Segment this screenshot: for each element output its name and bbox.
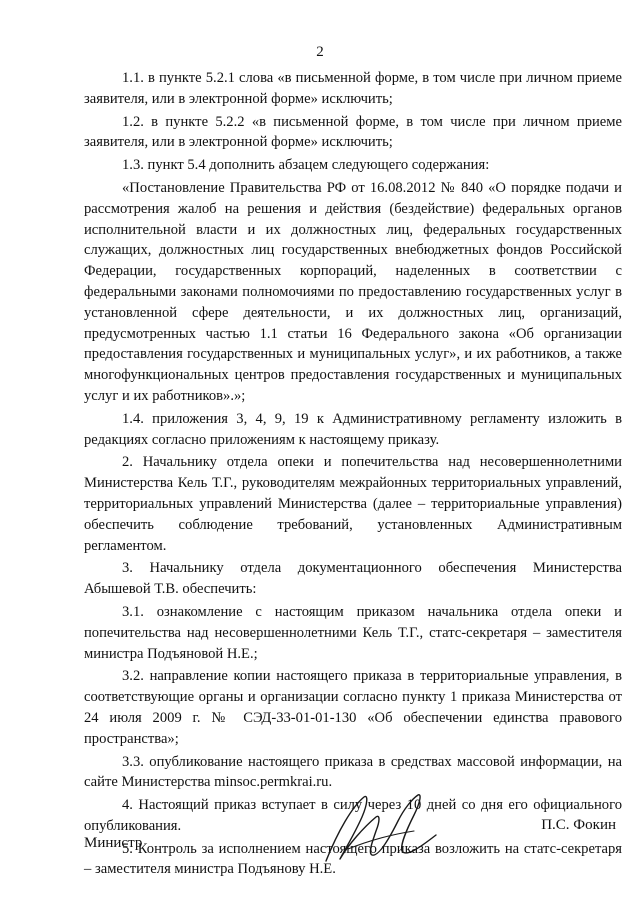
paragraph-4: 4. Настоящий приказ вступает в силу через 10 дней со дня его официального опубликования. (84, 797, 622, 834)
paragraph-1-3: 1.3. пункт 5.4 дополнить абзацем следующего содержания: (122, 157, 490, 174)
document-body (84, 68, 622, 880)
paragraph-3-3: 3.3. опубликование настоящего приказа в средствах массовой информации, на сайте Министерства minsoc.permkrai.ru. (84, 753, 622, 791)
page-number: 2 (316, 44, 324, 60)
paragraph-quote: «Постановление Правительства РФ от 16.08.2012 № 840 «О порядке подачи и рассмотрения жалоб на решения и действия (бездействие) федеральных органов исполнительной власти и их должностных лиц, федеральных государственных служащих, должностных лиц государственных внебюджетных фондов Российской Федерации, государственных корпораций, наделенных в соответствии с федеральными законами полномочиями по предоставлению государственных услуг в установленной сфере деятельности, и их должностных лиц, организаций, предусмотренных частью 1.1 статьи 16 Федерального закона «Об организации предоставления государственных и муниципальных услуг», и их работников, а также многофункциональных центров предоставления государственных и муниципальных услуг и их работников».»; (84, 179, 622, 404)
paragraph-3-2: 3.2. направление копии настоящего приказа в территориальные управления, в соответствующие органы и организации согласно пункту 1 приказа Министерства от 24 июля 2009 г. № СЭД-33-01-01-130 «Об обеспечении единства правового пространства»; (84, 668, 622, 747)
paragraph-3: 3. Начальнику отдела документационного обеспечения Министерства Абышевой Т.В. обеспечить: (84, 560, 622, 598)
paragraph-1-1: 1.1. в пункте 5.2.1 слова «в письменной форме, в том числе при личном приеме заявителя, или в электронной форме» исключить; (84, 70, 622, 107)
signatory-position: Министр (84, 835, 143, 851)
handwritten-signature-icon (318, 791, 442, 867)
paragraph-3-1: 3.1. ознакомление с настоящим приказом начальника отдела опеки и попечительства над несовершеннолетними Кель Т.Г., статс-секретаря – заместителя министра Подъяновой Н.Е.; (84, 603, 622, 662)
signature-block (0, 817, 640, 865)
paragraph-1-4: 1.4. приложения 3, 4, 9, 19 к Административному регламенту изложить в редакциях согласно приложениям к настоящему приказу. (84, 410, 622, 448)
signatory-name: П.С. Фокин (541, 817, 616, 833)
paragraph-1-2: 1.2. в пункте 5.2.2 «в письменной форме, в том числе при личном приеме заявителя, или в электронной форме» исключить; (84, 113, 622, 151)
paragraph-2: 2. Начальнику отдела опеки и попечительства над несовершеннолетними Министерства Кель Т.Г., руководителям межрайонных территориальных управлений, территориальных управлений Министерства (далее – территориальные управления) обеспечить соблюдение требований, установленных Административным регламентом. (84, 454, 622, 554)
paragraph-5: 5. Контроль за исполнением настоящего приказа возложить на статс-секретаря – заместителя министра Подъянову Н.Е. (84, 840, 622, 878)
